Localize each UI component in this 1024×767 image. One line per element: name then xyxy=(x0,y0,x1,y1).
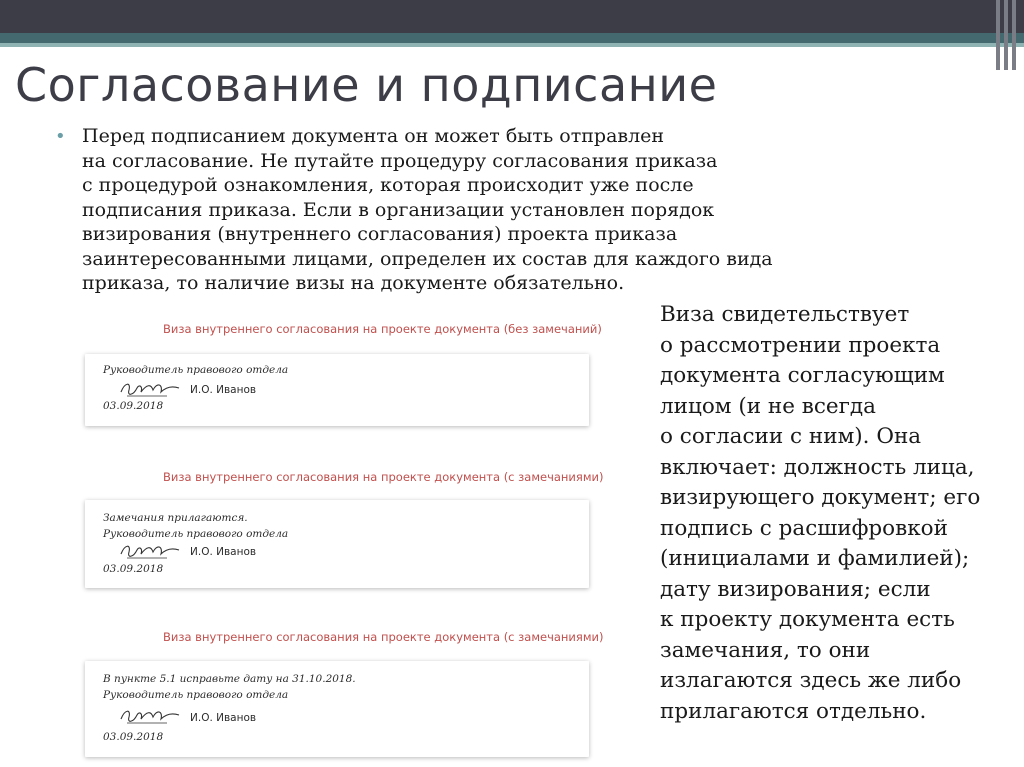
visa-position: Руководитель правового отдела xyxy=(103,689,289,701)
signature-icon xyxy=(117,378,189,400)
visa-note: Замечания прилагаются. xyxy=(103,512,248,524)
description-line: излагаются здесь же либо xyxy=(660,668,962,693)
visa-name: И.О. Иванов xyxy=(190,712,257,724)
bullet-line: визирования (внутреннего согласования) проекта приказа xyxy=(82,223,678,245)
visa-card xyxy=(85,661,589,757)
header-stripe xyxy=(0,33,1024,43)
description-line: визирующего документ; его xyxy=(660,485,981,510)
bullet-line: подписания приказа. Если в организации установлен порядок xyxy=(82,198,715,221)
description-line: о рассмотрении проекта xyxy=(660,332,941,358)
bullet-line: с процедурой ознакомления, которая происходит уже после xyxy=(82,174,694,196)
bullet-line: приказа, то наличие визы на документе обязательно. xyxy=(82,272,625,294)
visa-caption: Виза внутреннего согласования на проекте документа (с замечаниями) xyxy=(163,630,604,644)
description-line: Виза свидетельствует xyxy=(660,302,910,327)
bullet-dot-icon: • xyxy=(55,126,66,147)
bullet-paragraph xyxy=(82,124,902,296)
visa-date: 03.09.2018 xyxy=(103,731,164,743)
decorative-right-bars xyxy=(994,0,1024,70)
header-bar xyxy=(0,0,1024,33)
bullet-line: на согласование. Не путайте процедуру согласования приказа xyxy=(82,149,718,172)
visa-note: В пункте 5.1 исправьте дату на 31.10.2018. xyxy=(103,673,356,685)
description-line: включает: должность лица, xyxy=(660,454,975,480)
slide-title: Согласование и подписание xyxy=(15,58,718,112)
visa-caption: Виза внутреннего согласования на проекте документа (с замечаниями) xyxy=(163,470,604,484)
visa-name: И.О. Иванов xyxy=(190,384,257,396)
header-stripe-light xyxy=(0,43,1024,47)
signature-icon xyxy=(117,705,189,727)
description-line: прилагаются отдельно. xyxy=(660,698,927,724)
visa-description xyxy=(660,300,1010,727)
visa-name: И.О. Иванов xyxy=(190,546,257,558)
visa-position: Руководитель правового отдела xyxy=(103,364,289,376)
description-line: замечания, то они xyxy=(660,637,871,663)
bullet-line: заинтересованными лицами, определен их состав для каждого вида xyxy=(82,247,773,270)
visa-position: Руководитель правового отдела xyxy=(103,528,289,540)
description-line: лицом (и не всегда xyxy=(660,393,876,419)
visa-card xyxy=(85,500,589,588)
description-line: подпись с расшифровкой xyxy=(660,515,948,541)
description-line: дату визирования; если xyxy=(660,576,931,602)
signature-icon xyxy=(117,540,189,562)
description-line: к проекту документа есть xyxy=(660,607,955,632)
visa-date: 03.09.2018 xyxy=(103,400,164,412)
description-line: о согласии с ним). Она xyxy=(660,424,922,449)
visa-date: 03.09.2018 xyxy=(103,563,164,575)
description-line: документа согласующим xyxy=(660,363,945,388)
description-line: (инициалами и фамилией); xyxy=(660,546,970,571)
bullet-line: Перед подписанием документа он может быть отправлен xyxy=(82,125,665,147)
visa-card xyxy=(85,354,589,426)
visa-caption: Виза внутреннего согласования на проекте документа (без замечаний) xyxy=(163,322,602,336)
